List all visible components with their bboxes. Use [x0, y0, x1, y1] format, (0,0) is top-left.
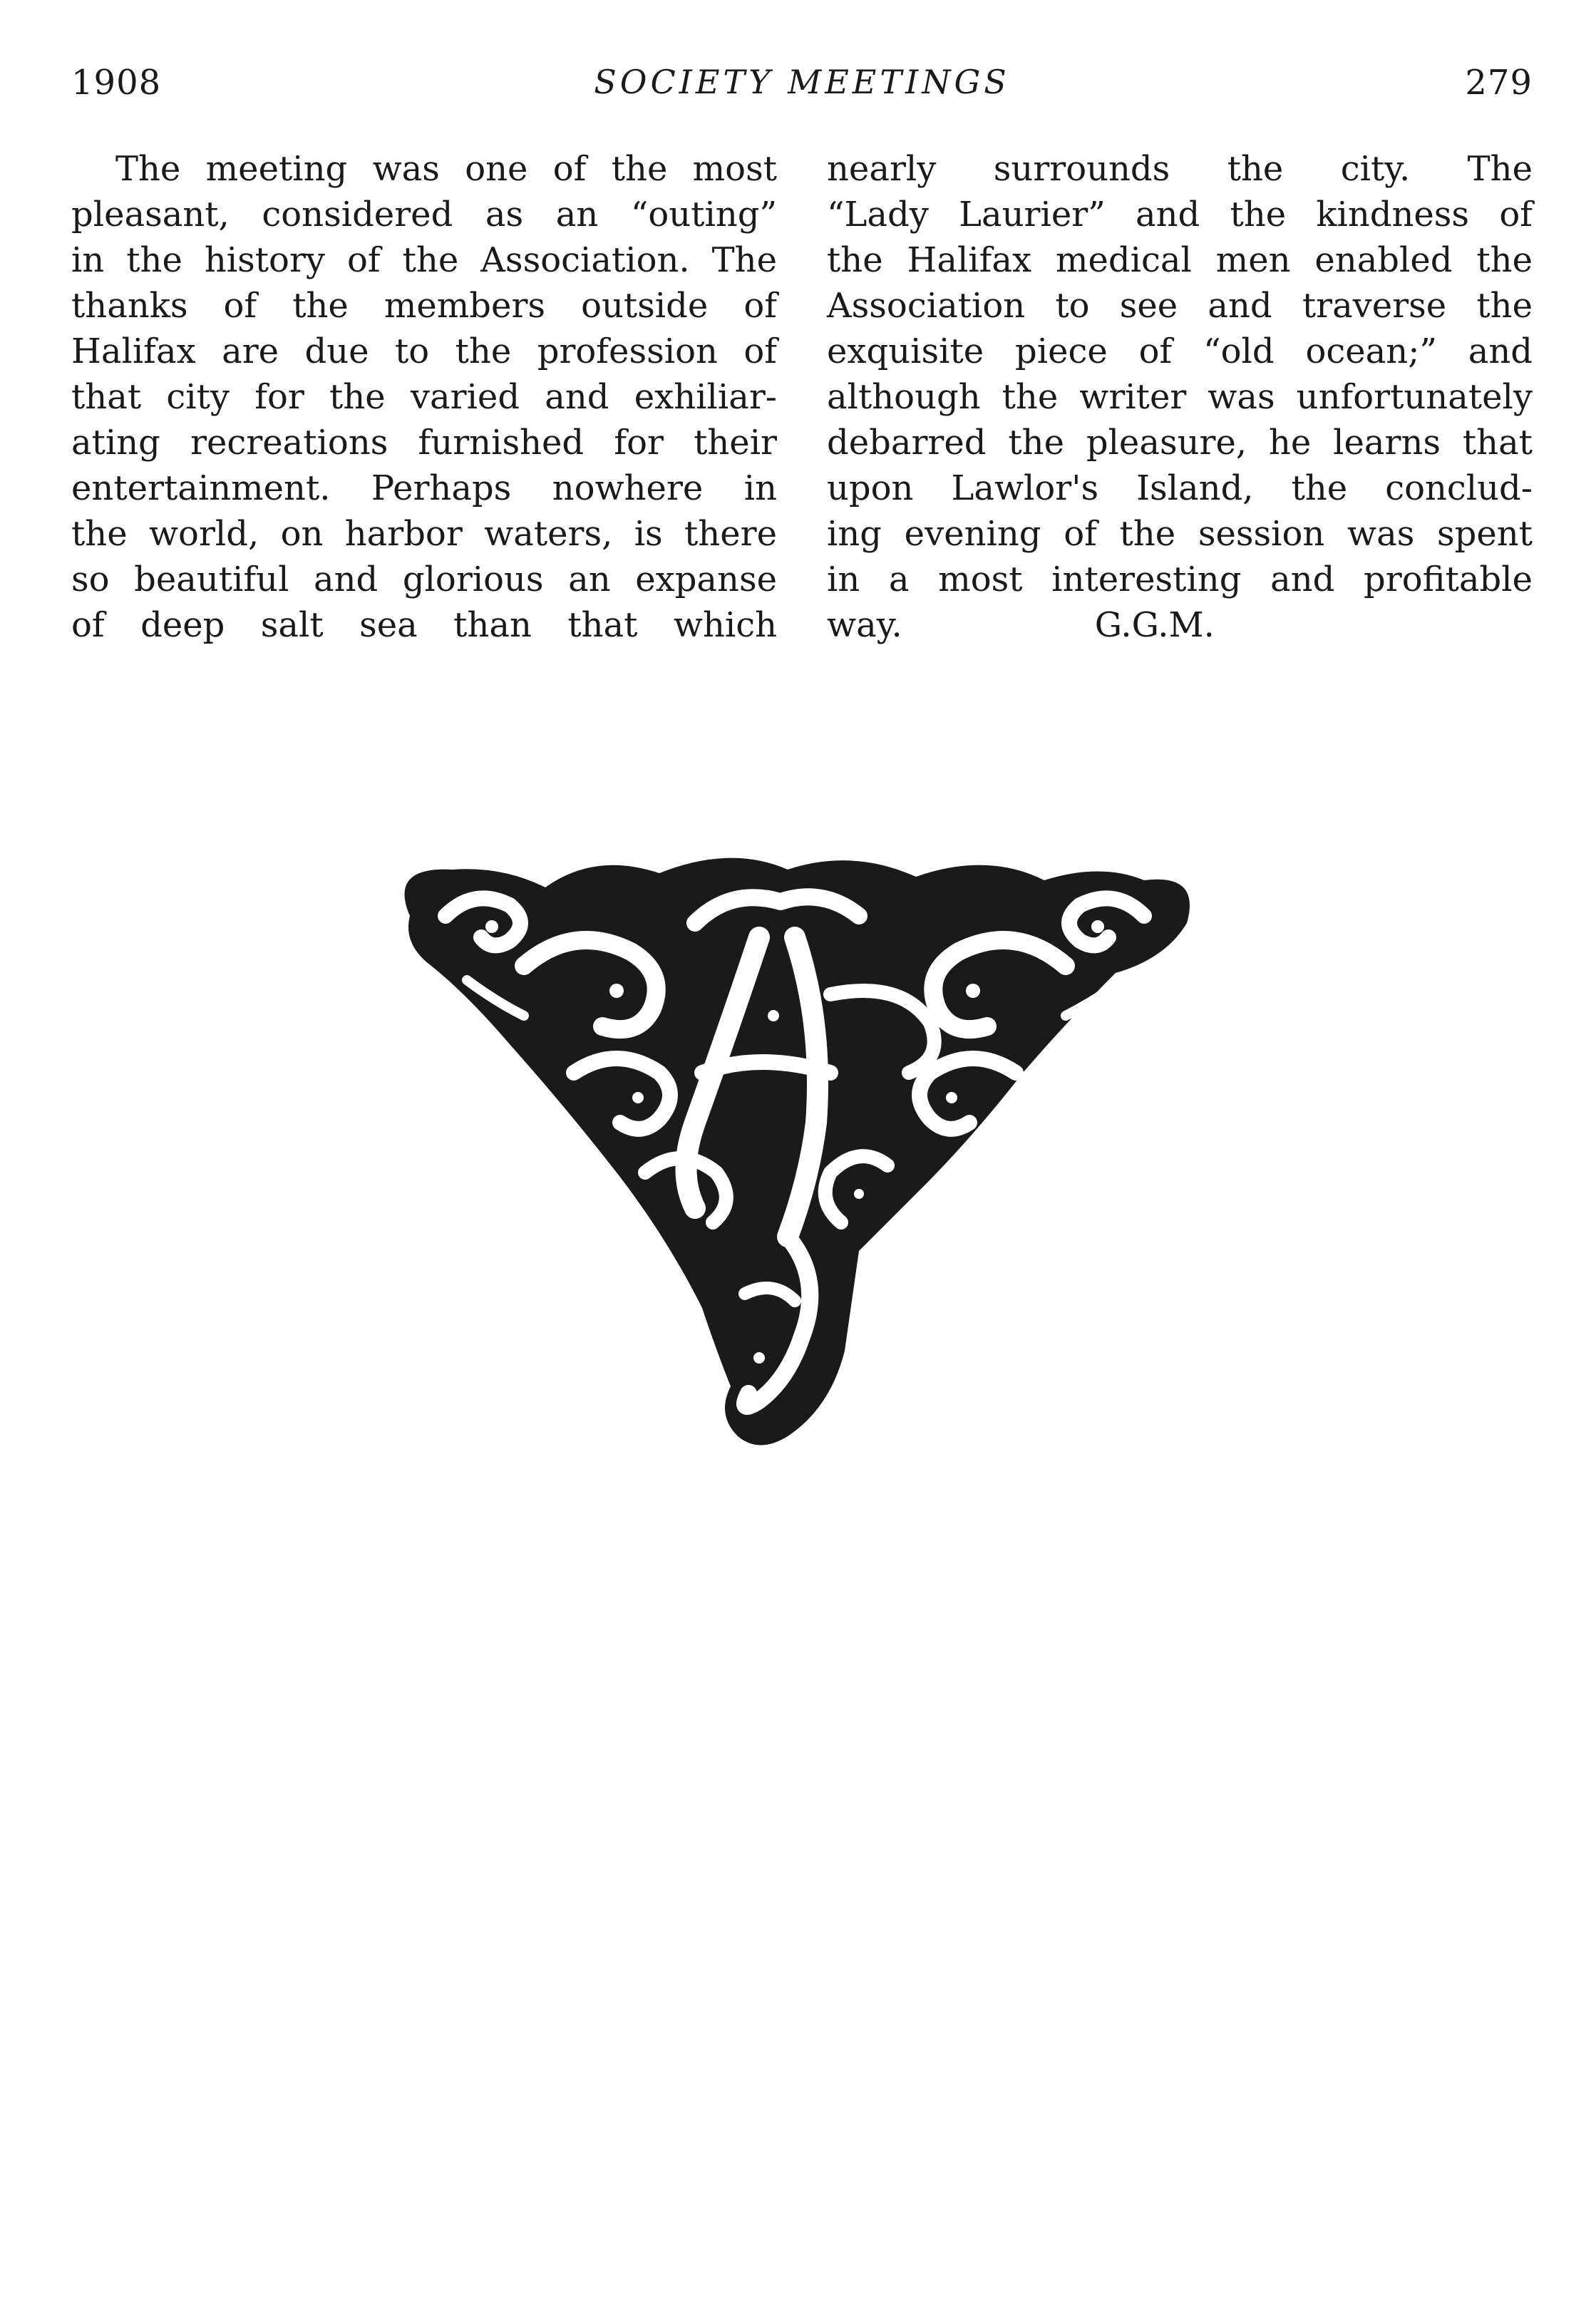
text-line: entertainment. Perhaps nowhere in — [71, 468, 777, 508]
text-line: upon Lawlor's Island, the conclud- — [827, 468, 1533, 508]
filigree-ornament-icon — [360, 838, 1230, 1465]
text-line: exquisite piece of “old ocean;” and — [827, 331, 1533, 371]
text-line: ating recreations furnished for their — [71, 423, 777, 463]
text-line: so beautiful and glorious an expanse — [71, 560, 777, 599]
page-number: 279 — [1465, 63, 1533, 103]
running-head — [71, 63, 1533, 120]
text-line: ing evening of the session was spent — [827, 514, 1533, 554]
text-line: Halifax are due to the profession of — [71, 331, 777, 371]
header-title: SOCIETY MEETINGS — [594, 63, 1010, 101]
text-line: of deep salt sea than that which — [71, 605, 777, 645]
text-line: in a most interesting and profitable — [827, 560, 1533, 599]
text-line: nearly surrounds the city. The — [827, 149, 1533, 189]
header-year: 1908 — [71, 63, 162, 103]
text-line: that city for the varied and exhiliar- — [71, 377, 777, 417]
text-line: thanks of the members outside of — [71, 286, 777, 326]
text-line: The meeting was one of the most — [115, 149, 777, 189]
text-line: the Halifax medical men enabled the — [827, 240, 1533, 280]
left-column — [71, 146, 777, 648]
text-line: the world, on harbor waters, is there — [71, 514, 777, 554]
right-column — [827, 146, 1533, 648]
author-signature: G.G.M. — [1094, 605, 1215, 645]
text-line: Association to see and traverse the — [827, 286, 1533, 326]
closing-word: way. — [827, 605, 902, 645]
text-line: “Lady Laurier” and the kindness of — [827, 195, 1533, 235]
text-line: pleasant, considered as an “outing” — [71, 195, 777, 235]
closing-line — [827, 602, 1533, 648]
text-line: in the history of the Association. The — [71, 240, 777, 280]
text-line: although the writer was unfortunately — [827, 377, 1533, 417]
text-line: debarred the pleasure, he learns that — [827, 423, 1533, 463]
tailpiece-ornament-svg — [360, 838, 1230, 1465]
